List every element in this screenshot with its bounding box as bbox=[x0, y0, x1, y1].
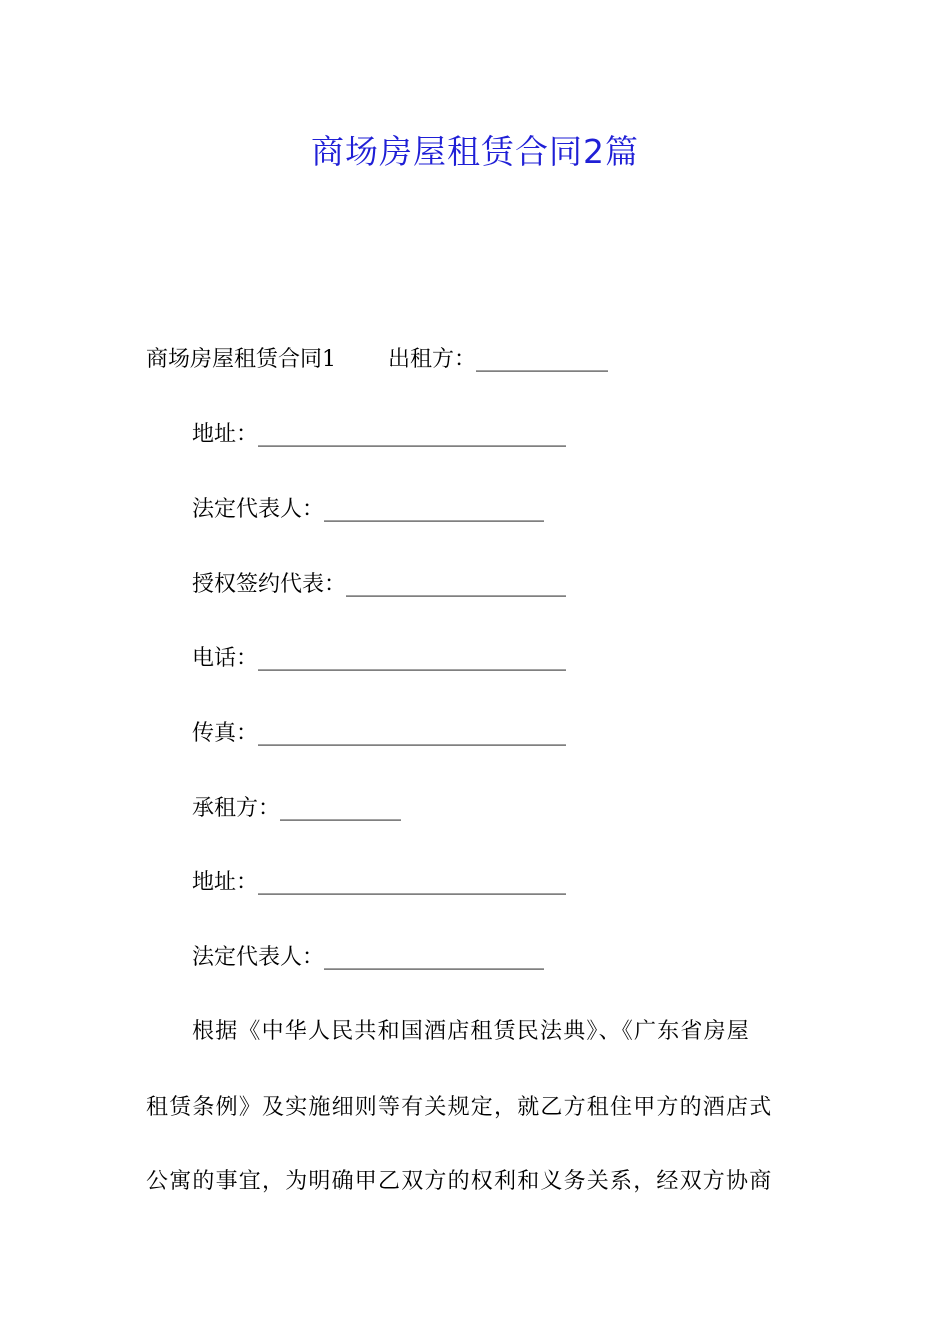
field-label: 法定代表人： bbox=[192, 497, 325, 522]
body-line: 根据《中华人民共和国酒店租赁民法典》、《广东省房屋 bbox=[192, 1019, 751, 1044]
field-blank: ____________________ bbox=[324, 497, 545, 522]
contract-label: 商场房屋租赁合同1 bbox=[146, 347, 336, 372]
lessor-blank: ____________ bbox=[476, 347, 609, 372]
body-line: 租赁条例》及实施细则等有关规定，就乙方租住甲方的酒店式 bbox=[146, 1095, 773, 1120]
field-blank: ____________________ bbox=[324, 945, 545, 970]
field-lessor-legal-rep bbox=[192, 493, 544, 527]
contract-heading-line bbox=[146, 343, 608, 377]
lessor-label: 出租方： bbox=[388, 347, 477, 372]
field-label: 传真： bbox=[192, 721, 259, 746]
field-blank: ____________________________ bbox=[258, 721, 567, 746]
field-label: 承租方： bbox=[192, 796, 281, 821]
field-blank: ____________________________ bbox=[258, 646, 567, 671]
field-fax bbox=[192, 717, 566, 751]
field-blank: ___________ bbox=[280, 796, 402, 821]
field-blank: ____________________________ bbox=[258, 422, 567, 447]
field-label: 法定代表人： bbox=[192, 945, 325, 970]
field-blank: ____________________ bbox=[346, 572, 567, 597]
field-blank: ____________________________ bbox=[258, 870, 567, 895]
field-lessee-address bbox=[192, 866, 566, 900]
field-lessee-legal-rep bbox=[192, 941, 544, 975]
field-lessee bbox=[192, 792, 401, 826]
document-title: 商场房屋租赁合同2篇 bbox=[311, 132, 639, 171]
field-label: 地址： bbox=[192, 422, 259, 447]
field-label: 电话： bbox=[192, 646, 259, 671]
field-label: 地址： bbox=[192, 870, 259, 895]
field-authorized-signatory bbox=[192, 568, 566, 602]
field-phone bbox=[192, 642, 566, 676]
field-lessor-address bbox=[192, 418, 566, 452]
field-label: 授权签约代表： bbox=[192, 572, 347, 597]
body-line: 公寓的事宜，为明确甲乙双方的权利和义务关系，经双方协商 bbox=[146, 1169, 773, 1194]
